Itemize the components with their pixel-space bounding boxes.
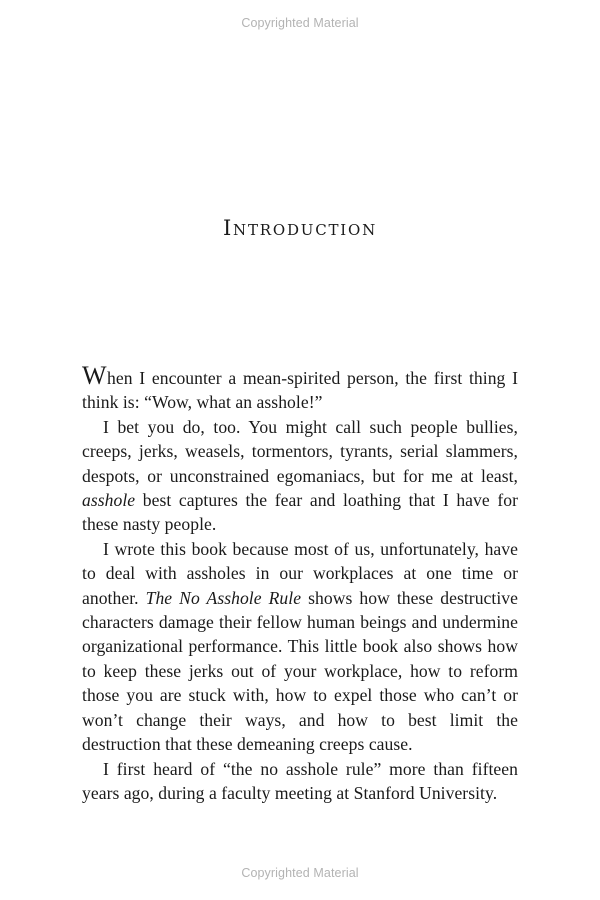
copyright-watermark-top: Copyrighted Material — [241, 16, 359, 30]
paragraph-4-text: I first heard of “the no asshole rule” more than fifteen years ago, during a faculty meeting at Stanford University. — [82, 758, 518, 803]
paragraph-2 — [82, 415, 518, 537]
paragraph-1-text: hen I encounter a mean-spirited person, the first thing I think is: “Wow, what an asshole!” — [82, 368, 518, 413]
copyright-watermark-bottom: Copyrighted Material — [241, 866, 359, 880]
paragraph-2-text-after: best captures the fear and loathing that I have for these nasty people. — [82, 490, 518, 535]
paragraph-3-text: I wrote this book because most of us, unfortunately, have to deal with assholes in our workplaces at one time or another. — [82, 538, 518, 608]
paragraph-1 — [82, 361, 518, 415]
paragraph-2-italic: asshole — [82, 490, 136, 511]
paragraph-3 — [82, 537, 518, 757]
body-text — [82, 361, 519, 805]
paragraph-3-italic: The No Asshole Rule — [145, 587, 302, 608]
paragraph-2-text: I bet you do, too. You might call such people bullies, creeps, jerks, weasels, tormentors, tyrants, serial slammers, despots, or unconstrained egomaniacs, but for me at least, — [82, 416, 518, 486]
paragraph-4 — [82, 757, 518, 806]
chapter-title: Introduction — [222, 216, 378, 240]
paragraph-3-text-after: shows how these destructive characters damage their fellow human beings and undermine organizational performance. This little book also shows how to keep these jerks out of your workplace, how to reform those you are stuck with, how to expel those who can’t or won’t change their ways, and how to best limit the destruction that these demeaning creeps cause. — [82, 587, 519, 755]
drop-cap: W — [82, 361, 108, 390]
